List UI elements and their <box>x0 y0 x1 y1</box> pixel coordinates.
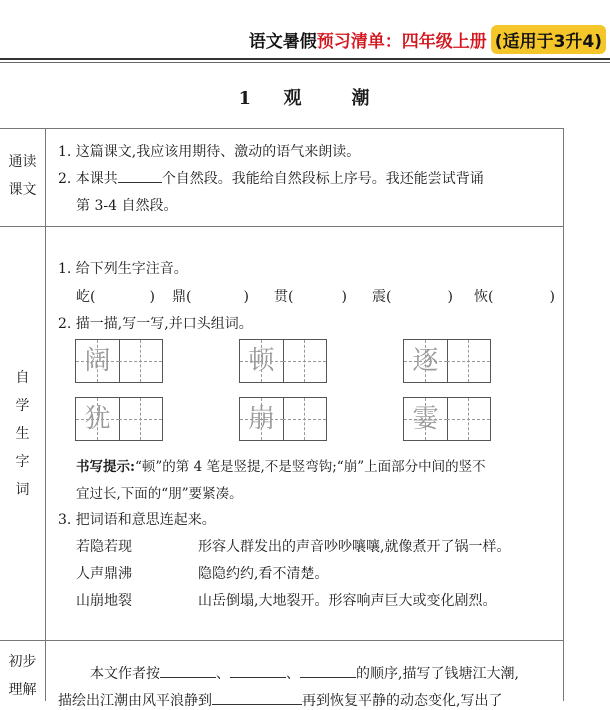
pinyin-char-3: 贯( <box>274 289 294 305</box>
pinyin-char-5: 恢( <box>474 289 494 305</box>
self-label-5: 词 <box>15 482 30 498</box>
read-item-1: 1. 这篇课文,我应该用期待、激动的语气来朗读。 <box>58 144 361 160</box>
lesson-title-char-2: 潮 <box>351 88 372 109</box>
understand-label-2: 理解 <box>8 682 37 698</box>
trace-char: 犹 <box>84 404 111 434</box>
header-prefix: 语文暑假 <box>248 31 317 52</box>
trace-grid[interactable] <box>403 339 491 383</box>
trace-grid[interactable] <box>403 397 491 441</box>
read-item-2-b: 个自然段。我能给自然段标上序号。我还能尝试背诵 <box>161 171 484 187</box>
pinyin-item <box>474 286 555 306</box>
pinyin-item <box>76 286 155 306</box>
match-meaning-1[interactable]: 形容人群发出的声音吵吵嚷嚷,就像煮开了锅一样。 <box>198 539 511 555</box>
writing-tip-line-2: 宜过长,下面的“朋”要紧凑。 <box>76 486 243 502</box>
understand-line-2-a: 描绘出江潮由风平浪静到 <box>58 693 212 709</box>
self-label-2: 学 <box>15 398 30 414</box>
understand-line-1-b: 的顺序,描写了钱塘江大潮, <box>356 666 519 682</box>
trace-grid[interactable] <box>75 397 163 441</box>
understand-line-2-b: 再到恢复平静的动态变化,写出了 <box>302 693 503 709</box>
understand-line-1 <box>90 663 519 683</box>
pinyin-close-2: ) <box>243 289 249 305</box>
understand-line-2 <box>58 690 502 710</box>
trace-grid[interactable] <box>239 397 327 441</box>
pinyin-char-4: 震( <box>372 289 392 305</box>
trace-char: 阔 <box>84 346 111 376</box>
paragraph-count-blank[interactable] <box>118 168 162 183</box>
pinyin-question: 1. 给下列生字注音。 <box>58 261 188 277</box>
read-item-2-cont: 第 3-4 自然段。 <box>76 198 178 214</box>
lesson-title-char-1: 观 <box>283 88 304 109</box>
section-label-read <box>0 148 45 204</box>
pinyin-item <box>172 286 249 306</box>
order-blank-2[interactable] <box>230 663 286 678</box>
pinyin-close-1: ) <box>149 289 155 305</box>
order-blank-1[interactable] <box>160 663 216 678</box>
pinyin-item <box>274 286 347 306</box>
page-header <box>0 24 610 54</box>
self-label-4: 字 <box>15 454 30 470</box>
header-rule-thin <box>0 62 610 63</box>
read-item-2-a: 2. 本课共 <box>58 171 118 187</box>
matching-question: 3. 把词语和意思连起来。 <box>58 512 216 528</box>
header-rule-thick <box>0 58 610 60</box>
trace-char: 逐 <box>412 346 439 376</box>
understand-sep-2: 、 <box>286 666 300 682</box>
section-divider-2 <box>0 640 564 641</box>
label-column-divider <box>45 128 46 701</box>
self-label-3: 生 <box>15 426 30 442</box>
pinyin-char-2: 鼎( <box>172 289 192 305</box>
lesson-number: 1 <box>238 88 253 109</box>
pinyin-close-4: ) <box>447 289 453 305</box>
grade-badge: (适用于3升4) <box>491 25 606 54</box>
lesson-title <box>0 84 610 110</box>
writing-tip-line-1 <box>76 455 486 475</box>
read-label-line-1: 通读 <box>8 154 37 170</box>
section-label-self <box>0 364 45 504</box>
pinyin-close-5: ) <box>549 289 555 305</box>
match-word-2[interactable]: 人声鼎沸 <box>76 566 132 582</box>
section-label-understand <box>0 648 45 704</box>
writing-tip-text-1: “顿”的第 4 笔是竖提,不是竖弯钩;“崩”上面部分中间的竖不 <box>134 459 486 475</box>
self-label-1: 自 <box>15 370 30 386</box>
table-right-border <box>563 128 564 701</box>
header-highlight: 预习清单：四年级上册 <box>316 31 487 52</box>
trace-question: 2. 描一描,写一写,并口头组词。 <box>58 316 253 332</box>
trace-char: 顿 <box>248 346 275 376</box>
pinyin-close-3: ) <box>341 289 347 305</box>
change-blank[interactable] <box>212 690 302 705</box>
match-meaning-2[interactable]: 隐隐约约,看不清楚。 <box>198 566 329 582</box>
trace-char: 霎 <box>412 404 439 434</box>
order-blank-3[interactable] <box>300 663 356 678</box>
table-top-border <box>0 128 564 129</box>
section-divider-1 <box>0 226 564 227</box>
understand-label-1: 初步 <box>8 654 37 670</box>
trace-grid[interactable] <box>239 339 327 383</box>
match-meaning-3[interactable]: 山岳倒塌,大地裂开。形容响声巨大或变化剧烈。 <box>198 593 497 609</box>
trace-char: 崩 <box>248 404 275 434</box>
trace-grid[interactable] <box>75 339 163 383</box>
pinyin-char-1: 屹( <box>76 289 96 305</box>
read-label-line-2: 课文 <box>8 182 37 198</box>
match-word-1[interactable]: 若隐若现 <box>76 539 132 555</box>
writing-tip-label: 书写提示: <box>76 459 135 475</box>
pinyin-item <box>372 286 453 306</box>
read-item-2 <box>58 168 484 188</box>
understand-line-1-a: 本文作者按 <box>90 666 160 682</box>
understand-sep-1: 、 <box>216 666 230 682</box>
match-word-3[interactable]: 山崩地裂 <box>76 593 132 609</box>
